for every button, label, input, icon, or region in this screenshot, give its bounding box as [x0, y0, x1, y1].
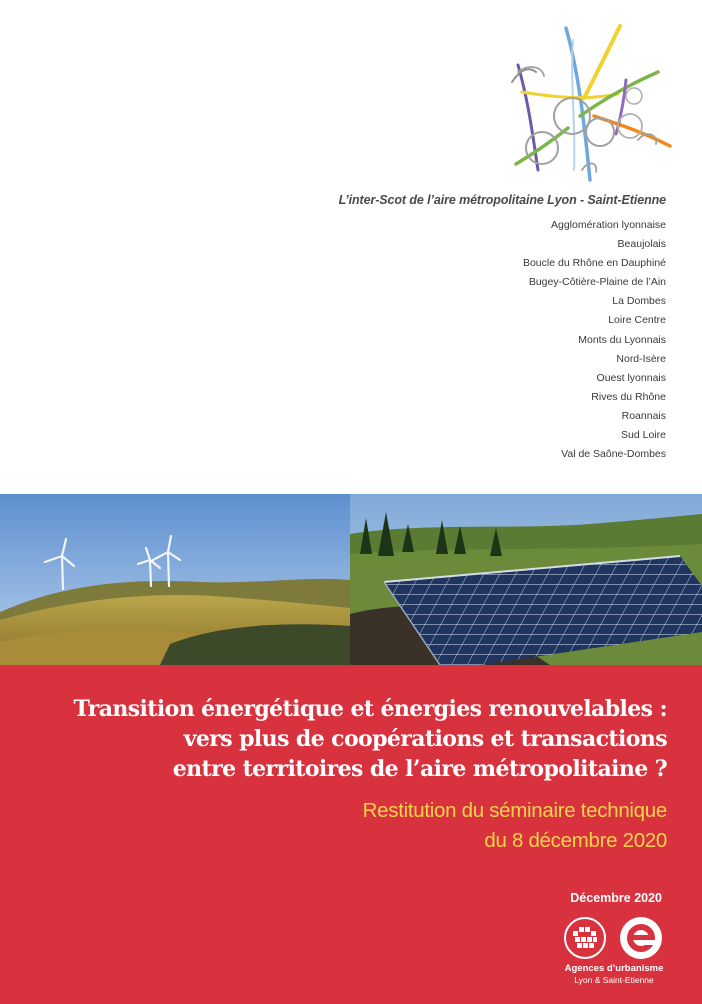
territory-item: Loire Centre	[608, 314, 666, 327]
territory-list	[523, 218, 666, 466]
territory-item: Beaujolais	[617, 238, 666, 251]
agency-logos	[563, 917, 667, 967]
territory-item: Sud Loire	[621, 429, 666, 442]
territory-item: La Dombes	[612, 295, 666, 308]
report-title-line: vers plus de coopérations et transactions	[183, 726, 667, 752]
inter-scot-subtitle: L’inter-Scot de l’aire métropolitaine Lyon - Saint-Etienne	[338, 193, 666, 207]
territory-item: Nord-Isère	[616, 352, 666, 365]
report-title-line: entre territoires de l’aire métropolitaine ?	[172, 756, 667, 782]
wind-turbines-photo	[0, 494, 350, 665]
agency-name: Agences d’urbanisme	[564, 963, 664, 974]
seminar-subtitle	[363, 796, 667, 856]
solar-panels-photo	[350, 494, 702, 665]
territory-item: Bugey-Côtière-Plaine de l’Ain	[528, 276, 666, 289]
report-title-line: Transition énergétique et énergies renouvelables :	[73, 696, 667, 722]
saint-etienne-agency-icon	[620, 917, 662, 959]
report-title	[7, 694, 667, 784]
publication-date: Décembre 2020	[570, 891, 662, 905]
territory-item: Roannais	[621, 409, 666, 422]
inter-scot-logo	[498, 20, 676, 190]
lyon-agency-icon	[565, 918, 605, 958]
agency-location: Lyon & Saint-Etienne	[574, 975, 654, 985]
territory-item: Ouest lyonnais	[596, 371, 666, 384]
territory-item: Val de Saône-Dombes	[561, 448, 666, 461]
seminar-line: Restitution du séminaire technique	[362, 799, 667, 822]
seminar-line: du 8 décembre 2020	[484, 829, 667, 852]
territory-item: Agglomération lyonnaise	[551, 219, 666, 231]
territory-item: Monts du Lyonnais	[578, 333, 666, 346]
territory-item: Boucle du Rhône en Dauphiné	[522, 257, 666, 270]
territory-item: Rives du Rhône	[591, 390, 666, 403]
title-panel	[0, 665, 702, 1004]
